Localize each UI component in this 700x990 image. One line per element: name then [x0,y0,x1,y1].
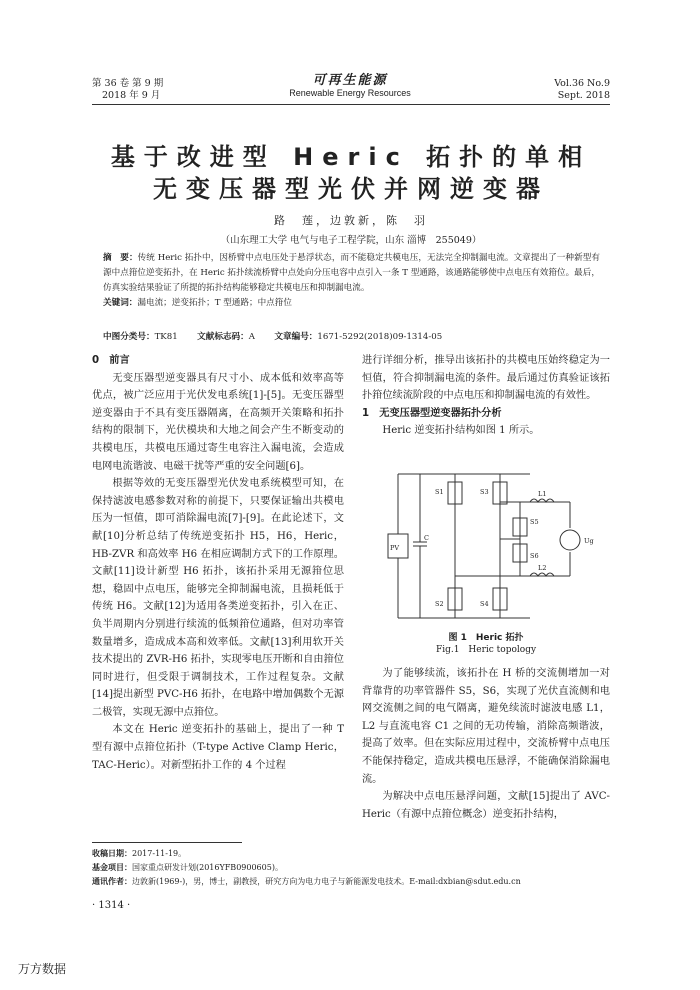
clc-label: 中图分类号： [103,332,155,342]
heric-topology-figure [380,466,610,626]
page-number: · 1314 · [92,900,131,911]
label-s5: S5 [530,518,539,526]
label-pv: PV [390,544,400,552]
header-rule [92,104,610,105]
watermark: 万方数据 [18,962,67,976]
section-0-paragraph-1: 无变压器型逆变器具有尺寸小、成本低和效率高等优点，被广泛应用于光伏发电系统[1]-[5]。无变压器型逆变器由于不具有变压器隔离，在高频开关策略和拓扑结构的限制下，光伏模块和大地之间会产生不断变动的共模电压，共模电压通过寄生电容注入漏电流，会造成电网电流谐波、电磁干扰等严重的安全问题[6]。 [92,372,344,472]
left-column [92,352,344,774]
section-0-paragraph-3-cont: 进行详细分析，推导出该拓扑的共模电压始终稳定为一恒值，符合抑制漏电流的条件。最后通过仿真验证该拓扑箝位续流阶段的中点电压和抑制漏电流的有效性。 [362,355,610,402]
section-1-paragraph-3: 为解决中点电压悬浮问题，文献[15]提出了 AVC-Heric（有源中点箝位概念）逆变拓扑结构， [362,791,610,820]
clc-value: TK81 [154,332,178,342]
footnotes [92,847,612,889]
journal-name-en: Renewable Energy Resources [289,88,411,98]
article-no-label: 文章编号： [274,332,318,342]
label-s1: S1 [435,488,444,496]
fund-text: 国家重点研发计划(2016YFB0900605)。 [132,863,283,872]
label-s2: S2 [435,600,444,608]
section-1-paragraph-2: 为了能够续流，该拓扑在 H 桥的交流侧增加一对背靠背的功率管器件 S5，S6，实现了光伏直流侧和电网交流侧之间的电气隔离，避免续流时滤波电感 L1，L2 与直流电容 C1 之间的无功传输，消除高频谐波，提高了效率。但在实际应用过程中，交流桥臂中点电压不能保持稳定，造成共模电压悬浮，不能确保消除漏电流。 [362,668,610,785]
section-0-paragraph-2: 根据等效的无变压器型光伏发电系统模型可知，在保持滤波电感参数对称的前提下，只要保证输出共模电压为一恒值，即可消除漏电流[7]-[9]。在此论述下，文献[10]分析总结了传统逆变拓扑 H5，H6，Heric，HB-ZVR 和高效率 H6 在相应调制方式下的工作原理。文献[11]设计新型 H6 拓扑，该拓扑采用无源箝位思想，稳固中点电压，能够完全抑制漏电流，且损耗低于传统 H6。文献[12]为适用各类逆变拓扑，引入在正、负半周期内分别进行续流的低频箝位通路，但对功率管数量增多，造成成本高和效率低。文献[13]利用软开关技术提出的 ZVR-H6 拓扑，实现零电压开断和自由箝位同时进行，但受限于调制技术，工作过程复杂。文献[14]提出新型 PVC-H6 拓扑，在电路中增加偶数个无源二极管，实现无源中点箝位。 [92,478,344,718]
received-label: 收稿日期： [92,849,132,858]
section-0-paragraph-3: 本文在 Heric 逆变拓扑的基础上，提出了一种 T 型有源中点箝位拓扑（T-type Active Clamp Heric，TAC-Heric）。对新型拓扑工作的 4 个过程 [92,724,344,771]
keywords-label: 关键词： [103,298,138,308]
header-volume [92,78,163,102]
label-s6: S6 [530,552,539,560]
label-l1: L1 [538,490,547,498]
figure-1-caption-en: Fig.1 Heric topology [435,645,537,655]
label-ug: Ug [584,537,594,545]
corresponding-author-text: 边敦新(1969-)，男，博士，副教授，研究方向为电力电子与新能源发电技术。E-mail:dxbian@sdut.edu.cn [132,877,521,886]
affiliation: （山东理工大学 电气与电子工程学院，山东 淄博 255049） [220,235,482,246]
header-date-en: Sept. 2018 [557,90,610,101]
journal-name-cn: 可再生能源 [312,73,388,88]
abstract-text: 传统 Heric 拓扑中，因桥臂中点电压处于悬浮状态，而不能稳定共模电压，无法完全抑制漏电流。文章提出了一种新型有源中点箝位逆变拓扑，在 Heric 拓扑续流桥臂中点处向分压电容中点引入一条 T 型通路，该通路能够使中点电压有效箝位。最后，仿真实验结果验证了所提的拓扑结构能够稳定共模电压和抑制漏电流。 [103,253,600,293]
header-journal [260,75,440,99]
footnote-rule [92,842,242,843]
label-c: C [424,534,429,542]
classification-line [103,330,442,342]
section-1-heading: 1 无变压器型逆变器拓扑分析 [362,407,502,419]
header-volume-en [520,78,610,102]
section-1-paragraph-1: Heric 逆变拓扑结构如图 1 所示。 [382,425,540,437]
fund-label: 基金项目： [92,863,132,872]
paper-title-line2: 无变压器型光伏并网逆变器 [153,175,549,203]
label-s4: S4 [480,600,489,608]
corresponding-author-label: 通讯作者： [92,877,132,886]
abstract [103,251,600,311]
label-l2: L2 [538,564,547,572]
right-column-top [362,352,610,440]
doc-code-label: 文献标志码： [197,332,249,342]
figure-1-caption-cn: 图 1 Heric 拓扑 [448,633,524,643]
header-volume-cn: 第 36 卷 第 9 期 [92,78,164,89]
keywords: 漏电流；逆变拓扑；T 型通路；中点箝位 [137,298,292,308]
authors: 路 莲，边敦新，陈 羽 [274,214,428,227]
label-s3: S3 [480,488,489,496]
abstract-label: 摘 要： [103,253,138,263]
right-column-bottom [362,665,610,823]
paper-title-line1: 基于改进型 Heric 拓扑的单相 [110,143,592,171]
doc-code-value: A [248,332,255,342]
figure-1-caption [362,632,610,656]
section-0-heading: 0 前言 [92,355,130,366]
article-no-value: 1671-5292(2018)09-1314-05 [317,332,443,342]
header-vol-en: Vol.36 No.9 [554,78,610,89]
header-date-cn: 2018 年 9 月 [102,90,161,101]
received-date: 2017-11-19。 [132,849,187,858]
